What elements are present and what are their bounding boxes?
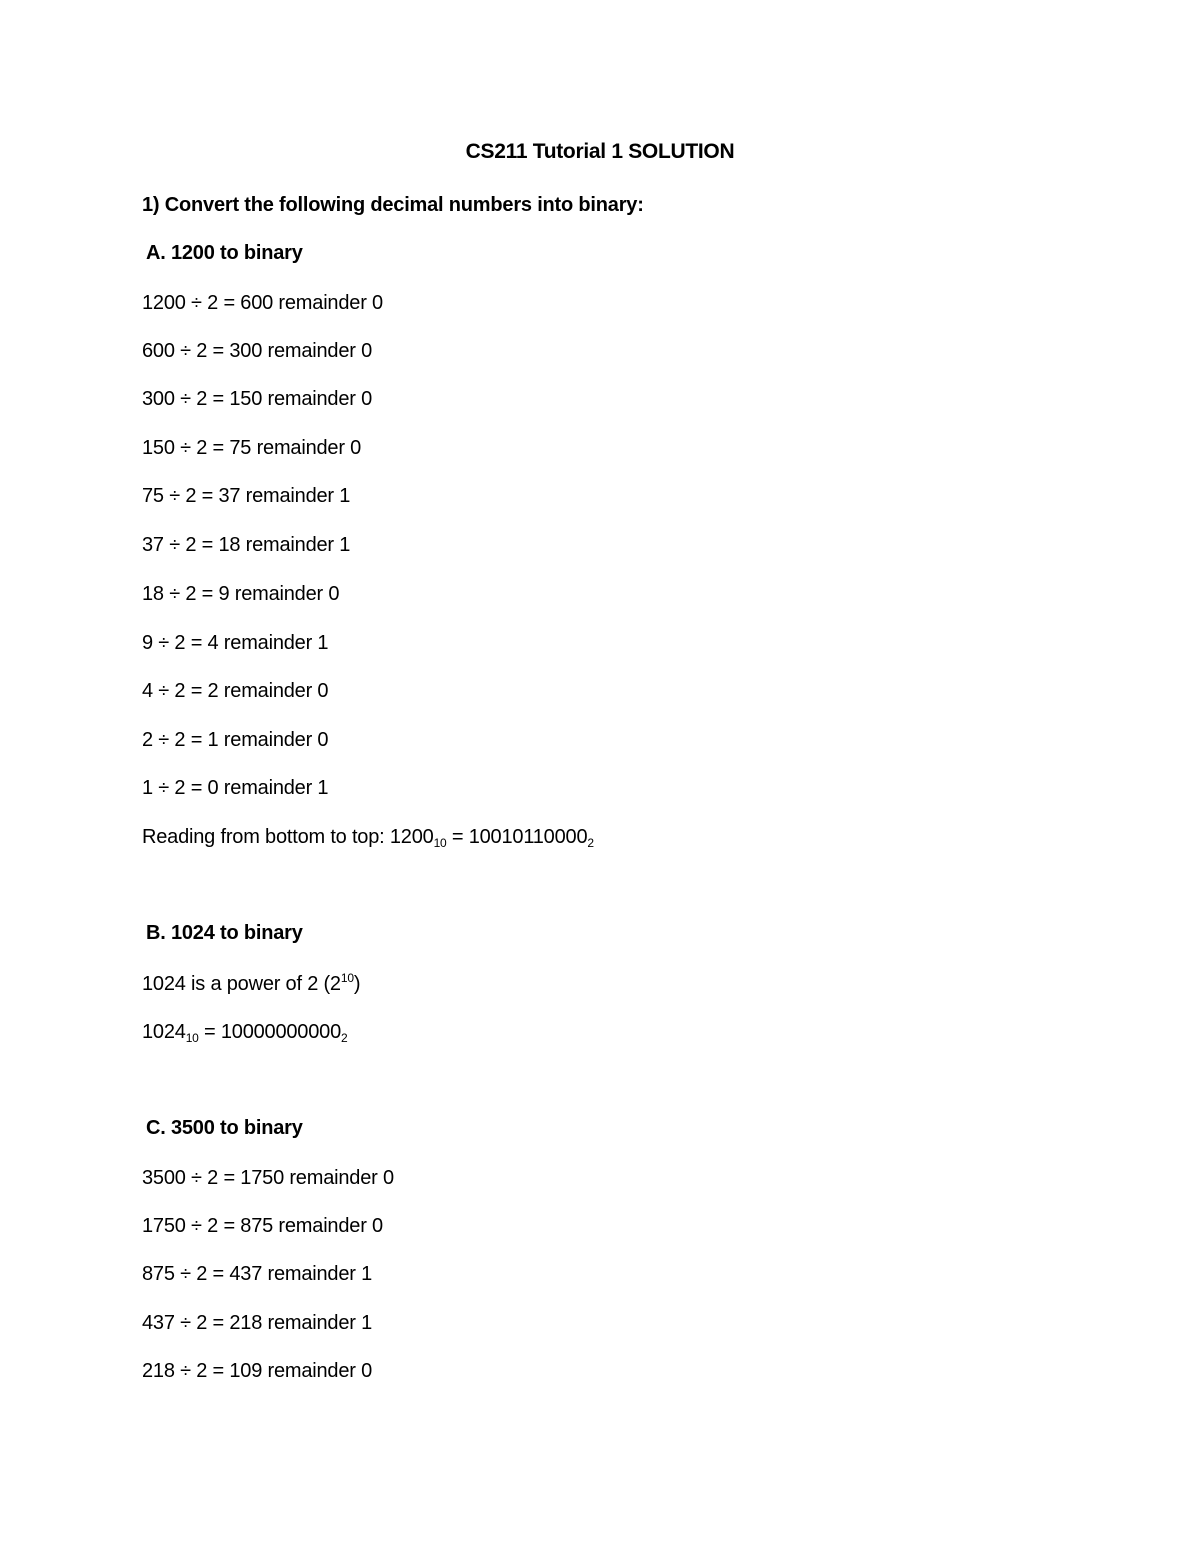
part-a-result-value: = 10010110000 <box>446 826 588 848</box>
part-a-result <box>142 823 594 851</box>
part-b-result-prefix: 1024 <box>142 1021 186 1043</box>
part-b-heading: B. 1024 to binary <box>146 922 303 944</box>
part-a-step: 75 ÷ 2 = 37 remainder 1 <box>142 485 351 507</box>
part-a-step: 600 ÷ 2 = 300 remainder 0 <box>142 340 373 362</box>
part-a-step: 150 ÷ 2 = 75 remainder 0 <box>142 437 362 459</box>
part-a-result-base-from: 10 <box>433 836 447 850</box>
part-c-step: 875 ÷ 2 = 437 remainder 1 <box>142 1263 373 1285</box>
part-a-step: 1200 ÷ 2 = 600 remainder 0 <box>142 292 383 314</box>
part-a-heading: A. 1200 to binary <box>146 242 303 264</box>
part-a-step: 9 ÷ 2 = 4 remainder 1 <box>142 632 329 654</box>
part-b-note <box>142 970 360 998</box>
part-a-step: 2 ÷ 2 = 1 remainder 0 <box>142 729 329 751</box>
part-a-step: 4 ÷ 2 = 2 remainder 0 <box>142 680 329 702</box>
part-b-note-exponent: 10 <box>340 971 354 985</box>
part-b-result <box>142 1018 348 1046</box>
part-b-result-base-from: 10 <box>185 1031 199 1045</box>
part-a-result-base-to: 2 <box>587 836 594 850</box>
part-a-step: 1 ÷ 2 = 0 remainder 1 <box>142 777 329 799</box>
part-c-step: 3500 ÷ 2 = 1750 remainder 0 <box>142 1167 394 1189</box>
part-a-step: 300 ÷ 2 = 150 remainder 0 <box>142 388 373 410</box>
part-c-step: 437 ÷ 2 = 218 remainder 1 <box>142 1312 373 1334</box>
part-c-step: 1750 ÷ 2 = 875 remainder 0 <box>142 1215 383 1237</box>
question-1-heading: 1) Convert the following decimal numbers into binary: <box>142 194 644 216</box>
part-c-step: 218 ÷ 2 = 109 remainder 0 <box>142 1360 373 1382</box>
page-title: CS211 Tutorial 1 SOLUTION <box>465 140 735 163</box>
part-b-result-value: = 10000000000 <box>198 1021 342 1043</box>
part-a-result-prefix: Reading from bottom to top: 1200 <box>142 826 434 848</box>
part-b-result-base-to: 2 <box>341 1031 348 1045</box>
part-b-note-suffix: ) <box>353 973 361 995</box>
part-b-note-prefix: 1024 is a power of 2 (2 <box>142 973 341 995</box>
part-c-heading: C. 3500 to binary <box>146 1117 303 1139</box>
part-a-step: 18 ÷ 2 = 9 remainder 0 <box>142 583 340 605</box>
part-a-step: 37 ÷ 2 = 18 remainder 1 <box>142 534 351 556</box>
